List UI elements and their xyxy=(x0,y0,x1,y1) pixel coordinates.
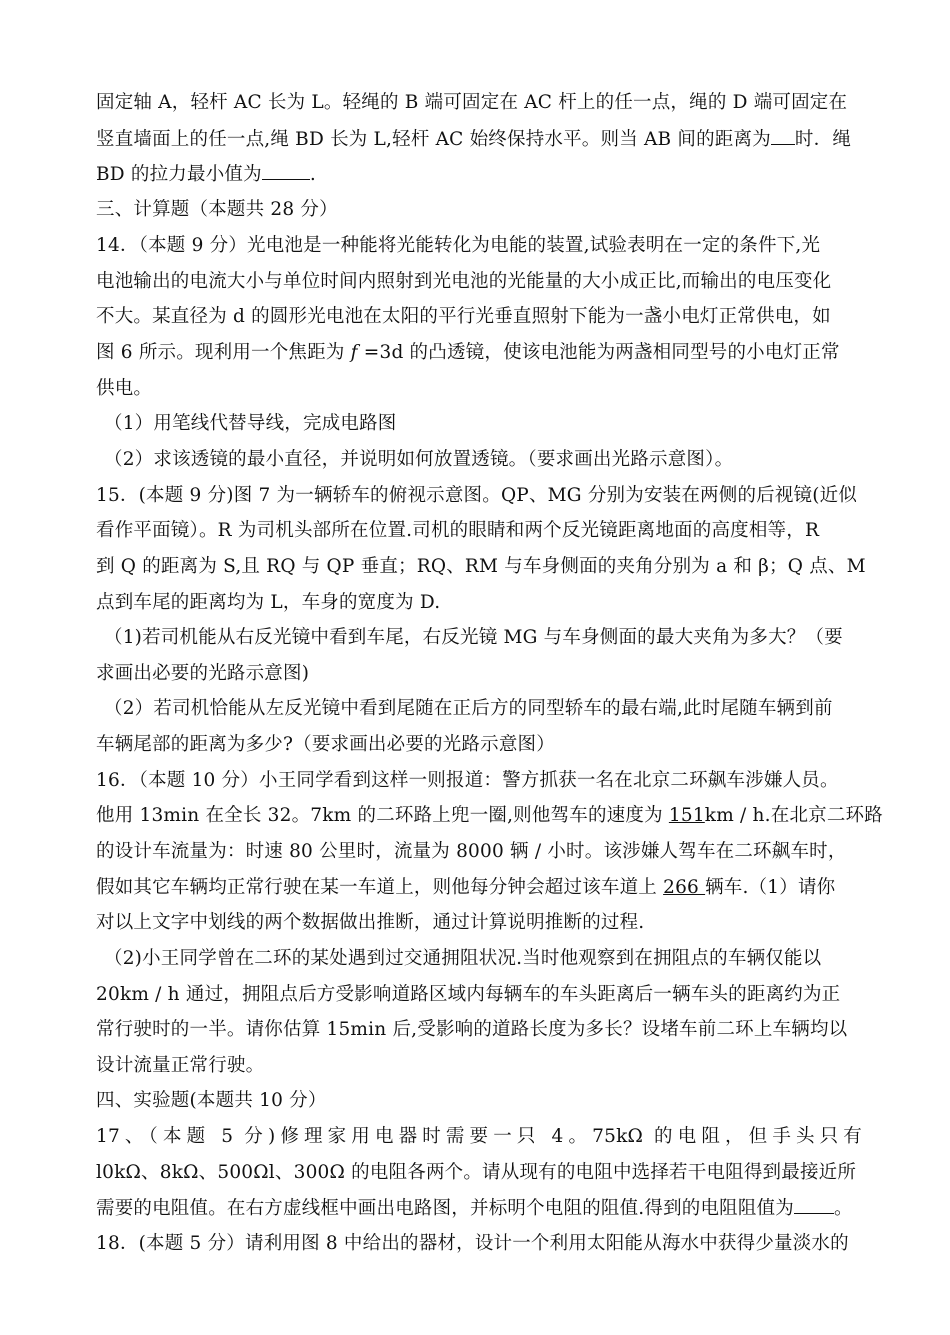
text-segment: km / h.在北京二环路 xyxy=(704,805,883,826)
text-segment: 辆车.（1）请你 xyxy=(705,877,836,898)
text-segment: 需要的电阻值。在右方虚线框中画出电路图，并标明个电阻的阻值.得到的电阻阻值为 xyxy=(96,1198,794,1219)
text-segment: 时．绳 xyxy=(794,129,852,150)
text-segment: . xyxy=(309,164,316,185)
question-14-line: 14．（本题 9 分）光电池是一种能将光能转化为电能的装置,试验表明在一定的条件下,光 xyxy=(96,235,821,256)
underlined-value: 266 xyxy=(663,877,706,898)
sub-question: （2）若司机恰能从左反光镜中看到尾随在正后方的同型轿车的最右端,此时尾随车辆到前 xyxy=(104,698,833,719)
answer-blank xyxy=(794,1196,834,1214)
text-line: 设计流量正常行驶。 xyxy=(96,1055,265,1076)
underlined-value: 151 xyxy=(668,805,705,826)
text-line xyxy=(96,1196,862,1221)
text-segment: BD 的拉力最小值为 xyxy=(96,164,262,185)
sub-question: （2）求该透镜的最小直径，并说明如何放置透镜。（要求画出光路示意图）。 xyxy=(104,449,734,470)
section-heading: 四、实验题(本题共 10 分） xyxy=(96,1090,327,1111)
text-line: 20km / h 通过，拥阻点后方受影响道路区域内每辆车的车头距离后一辆车头的距离约为正 xyxy=(96,984,841,1005)
text-line: 常行驶时的一半。请你估算 15min 后,受影响的道路长度为多长？设堵车前二环上车辆均以 xyxy=(96,1019,848,1040)
text-line: l0kΩ、8kΩ、500Ωl、300Ω 的电阻各两个。请从现有的电阻中选择若干电阻得到最接近所 xyxy=(96,1162,857,1183)
text-line: 对以上文字中划线的两个数据做出推断，通过计算说明推断的过程. xyxy=(96,912,645,933)
question-17-line: 17、（本题 5 分)修理家用电器时需要一只 4。75kΩ 的电阻，但手头只有 xyxy=(96,1126,862,1147)
question-16-line: 16．（本题 10 分）小王同学看到这样一则报道：警方抓获一名在北京二环飙车涉嫌人员。 xyxy=(96,770,839,791)
text-segment: 他用 13min 在全长 32。7km 的二环路上兜一圈,则他驾车的速度为 xyxy=(96,805,669,826)
text-line: 电池输出的电流大小与单位时间内照射到光电池的光能量的大小成正比,而输出的电压变化 xyxy=(96,271,832,292)
text-line: 固定轴 A，轻杆 AC 长为 L。轻绳的 B 端可固定在 AC 杆上的任一点，绳的 D 端可固定在 xyxy=(96,92,848,113)
text-segment: 竖直墙面上的任一点,绳 BD 长为 L,轻杆 AC 始终保持水平。则当 AB 间的距离为 xyxy=(96,129,771,150)
text-line: 车辆尾部的距离为多少?（要求画出必要的光路示意图） xyxy=(96,734,555,755)
question-18-line: 18．(本题 5 分）请利用图 8 中给出的器材，设计一个利用太阳能从海水中获得少量淡水的 xyxy=(96,1233,849,1254)
text-line xyxy=(96,804,883,828)
text-line: 不大。某直径为 d 的圆形光电池在太阳的平行光垂直照射下能为一盏小电灯正常供电，如 xyxy=(96,306,831,327)
sub-question: （1)若司机能从右反光镜中看到车尾，右反光镜 MG 与车身侧面的最大夹角为多大？（要 xyxy=(104,627,843,648)
answer-blank xyxy=(771,127,795,145)
focal-length-symbol: f xyxy=(350,342,358,363)
sub-question: （2)小王同学曾在二环的某处遇到过交通拥阻状况.当时他观察到在拥阻点的车辆仅能以 xyxy=(104,948,822,969)
text-segment: 图 6 所示。现利用一个焦距为 xyxy=(96,342,351,363)
question-15-line: 15．(本题 9 分)图 7 为一辆轿车的俯视示意图。QP、MG 分别为安装在两侧的后视镜(近似 xyxy=(96,485,858,506)
text-segment: 假如其它车辆均正常行驶在某一车道上，则他每分钟会超过该车道上 xyxy=(96,877,664,898)
text-segment: 。 xyxy=(833,1198,853,1219)
text-line xyxy=(96,162,862,187)
text-line: 点到车尾的距离均为 L，车身的宽度为 D. xyxy=(96,592,441,613)
text-line: 的设计车流量为：时速 80 公里时，流量为 8000 辆 / 小时。该涉嫌人驾车在二环飙车时， xyxy=(96,841,847,862)
section-heading: 三、计算题（本题共 28 分） xyxy=(96,199,338,220)
text-line: 到 Q 的距离为 S,且 RQ 与 QP 垂直；RQ、RM 与车身侧面的夹角分别为 a 和 β；Q 点、M xyxy=(96,556,866,577)
text-line: 求画出必要的光路示意图) xyxy=(96,663,310,684)
text-line xyxy=(96,127,862,152)
text-line: 供电。 xyxy=(96,378,153,399)
text-segment: =3d 的凸透镜，使该电池能为两盏相同型号的小电灯正常 xyxy=(357,342,840,363)
text-line xyxy=(96,876,862,900)
text-line xyxy=(96,341,862,365)
text-line: 看作平面镜）。R 为司机头部所在位置.司机的眼睛和两个反光镜距离地面的高度相等，R xyxy=(96,520,820,541)
answer-blank xyxy=(262,162,310,180)
sub-question: （1）用笔线代替导线，完成电路图 xyxy=(104,413,397,434)
